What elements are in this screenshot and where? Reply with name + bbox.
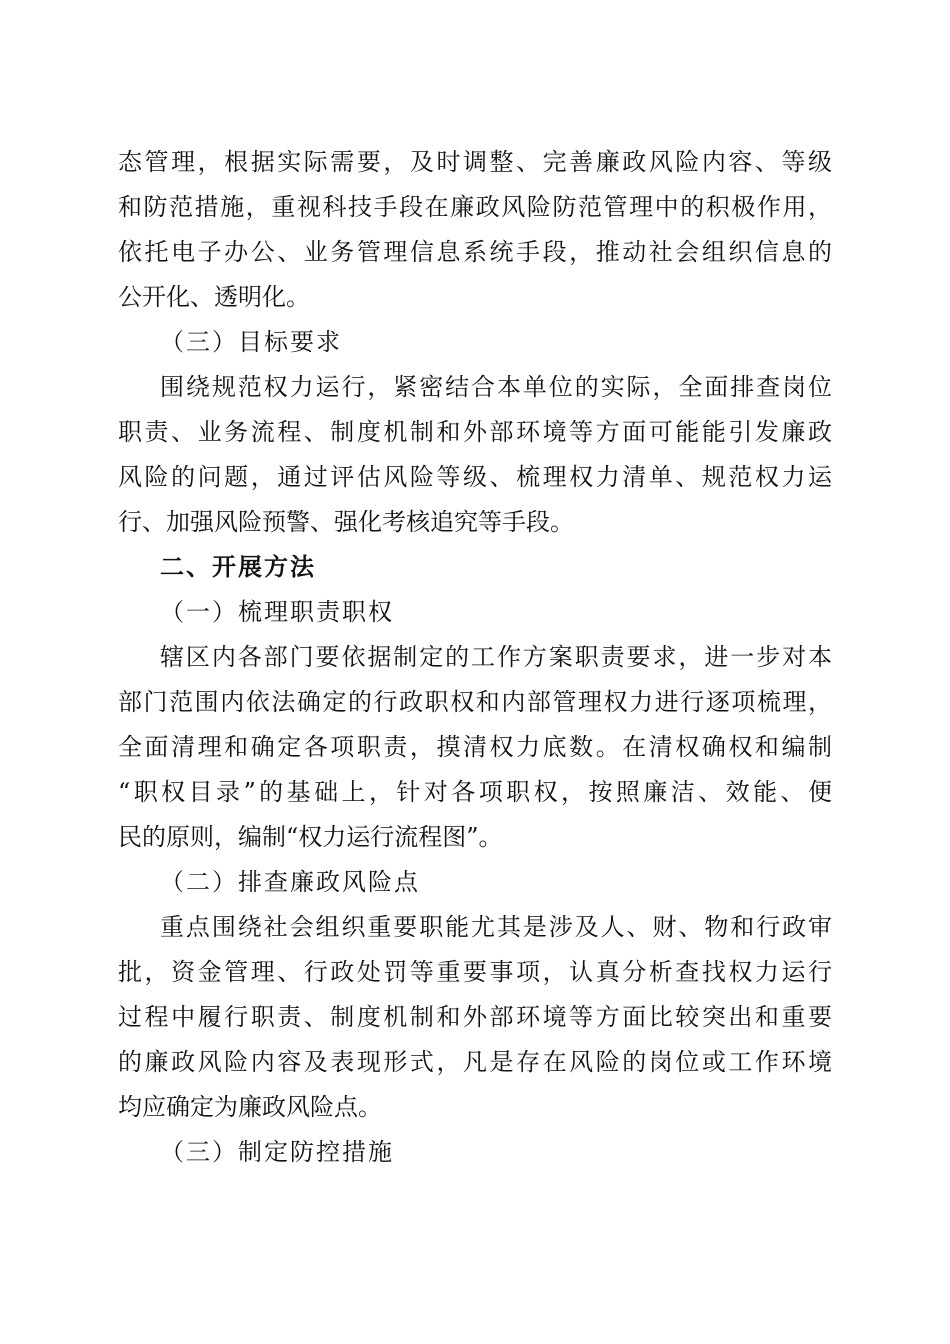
- subheading-goals: （三）目标要求: [160, 328, 342, 356]
- paragraph-line: 重点围绕社会组织重要职能尤其是涉及人、财、物和行政审: [160, 913, 832, 941]
- paragraph-line: 部门范围内依法确定的行政职权和内部管理权力进行逐项梳理，: [118, 688, 832, 716]
- paragraph-line: 围绕规范权力运行，紧密结合本单位的实际，全面排查岗位: [160, 373, 832, 401]
- subheading-duties: （一）梳理职责职权: [160, 598, 394, 626]
- paragraph-line: 职责、业务流程、制度机制和外部环境等方面可能能引发廉政: [118, 418, 832, 446]
- paragraph-line: 依托电子办公、业务管理信息系统手段，推动社会组织信息的: [118, 238, 832, 266]
- subheading-risks: （二）排查廉政风险点: [160, 868, 420, 896]
- paragraph-line: 民的原则，编制“权力运行流程图”。: [118, 823, 503, 851]
- paragraph-line: “职权目录”的基础上，针对各项职权，按照廉洁、效能、便: [118, 778, 832, 806]
- paragraph-line: 过程中履行职责、制度机制和外部环境等方面比较突出和重要: [118, 1003, 832, 1031]
- paragraph-line: 行、加强风险预警、强化考核追究等手段。: [118, 508, 574, 536]
- paragraph-line: 和防范措施，重视科技手段在廉政风险防范管理中的积极作用，: [118, 193, 832, 221]
- paragraph-line: 公开化、透明化。: [118, 283, 310, 311]
- paragraph-line: 辖区内各部门要依据制定的工作方案职责要求，进一步对本: [160, 643, 832, 671]
- section-heading-methods: 二、开展方法: [160, 553, 316, 581]
- paragraph-line: 全面清理和确定各项职责，摸清权力底数。在清权确权和编制: [118, 733, 832, 761]
- paragraph-line: 均应确定为廉政风险点。: [118, 1093, 382, 1121]
- paragraph-line: 风险的问题，通过评估风险等级、梳理权力清单、规范权力运: [118, 463, 832, 491]
- paragraph-line: 的廉政风险内容及表现形式，凡是存在风险的岗位或工作环境: [118, 1048, 832, 1076]
- subheading-measures: （三）制定防控措施: [160, 1138, 394, 1166]
- paragraph-line: 态管理，根据实际需要，及时调整、完善廉政风险内容、等级: [118, 148, 832, 176]
- paragraph-line: 批，资金管理、行政处罚等重要事项，认真分析查找权力运行: [118, 958, 832, 986]
